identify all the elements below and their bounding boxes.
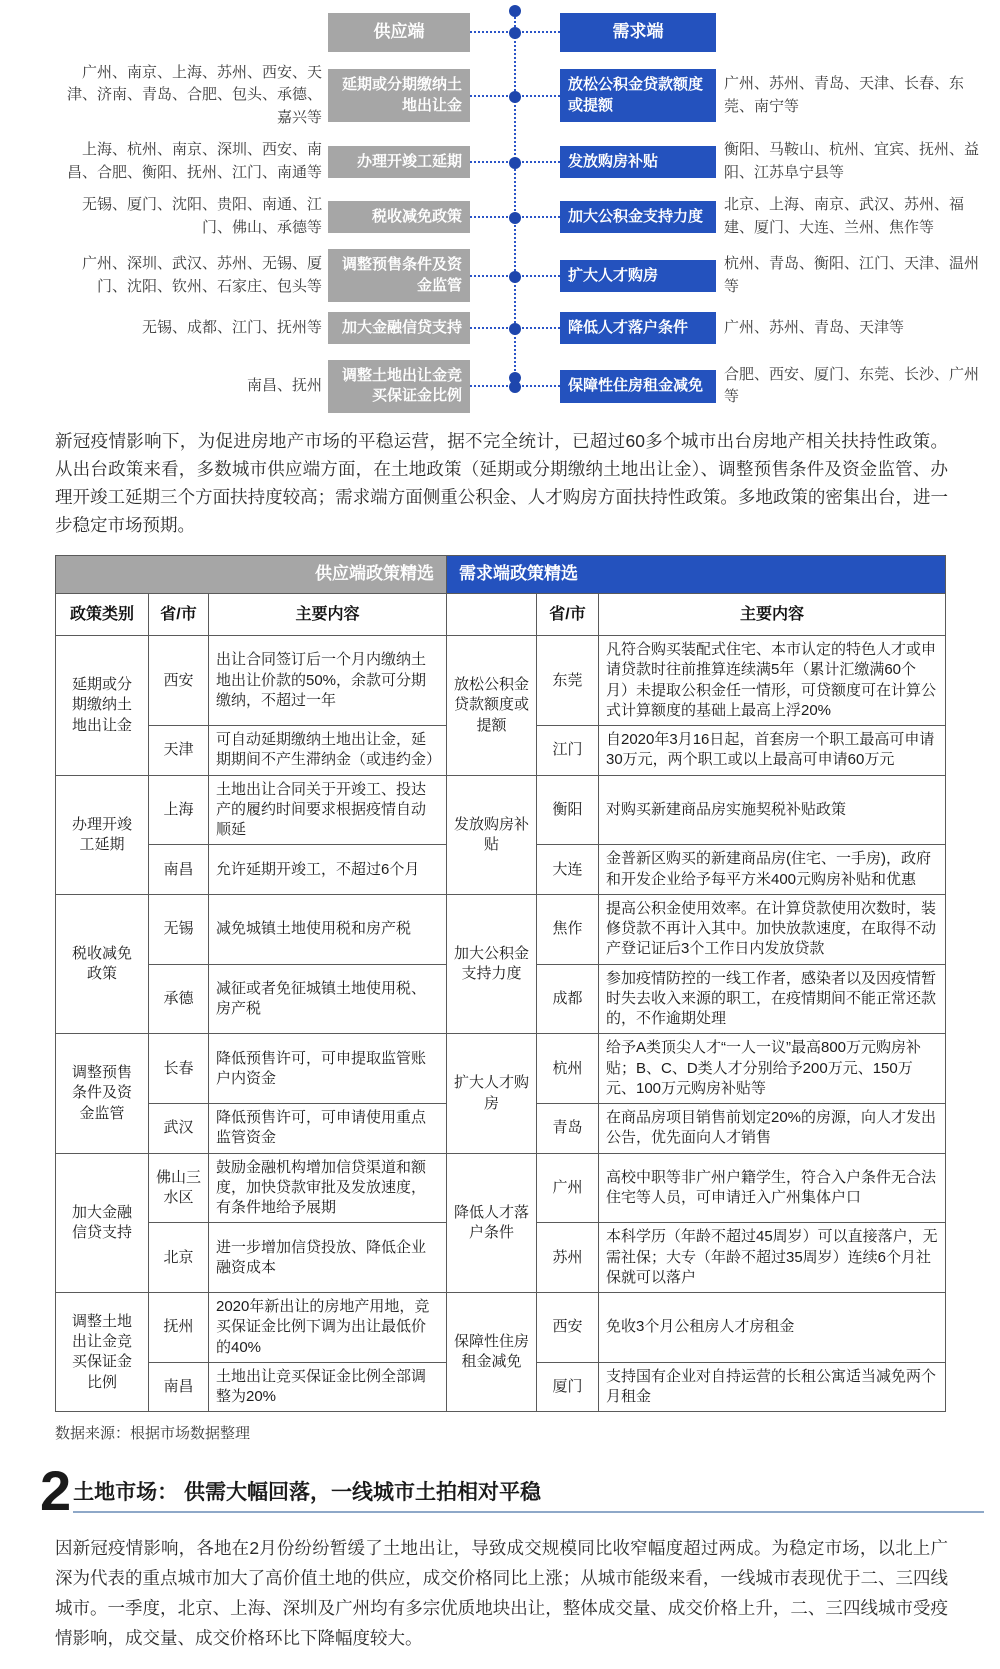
policy-diagram xyxy=(0,0,1000,413)
supply-policy-box: 延期或分期缴纳土地出让金 xyxy=(328,69,470,122)
city-cell: 佛山三水区 xyxy=(149,1153,209,1223)
demand-cities: 合肥、西安、厦门、东莞、长沙、广州等 xyxy=(724,365,980,406)
diagram-row xyxy=(55,139,980,184)
table-header-row xyxy=(56,593,946,636)
supply-policy-box: 调整土地出让金竞买保证金比例 xyxy=(328,360,470,413)
city-cell: 承德 xyxy=(149,964,209,1034)
demand-cities: 杭州、青岛、衡阳、江门、天津、温州等 xyxy=(724,255,980,295)
connector-dot-icon xyxy=(470,95,560,97)
city-cell: 苏州 xyxy=(537,1223,599,1293)
content-cell: 参加疫情防控的一线工作者，感染者以及因疫情暂时失去收入来源的职工，在疫情期间不能正常还款的，不作逾期处理 xyxy=(599,964,946,1034)
col-header-blank xyxy=(447,593,537,636)
line-end-dot-icon xyxy=(509,5,521,17)
city-cell: 广州 xyxy=(537,1153,599,1223)
section-title: 土地市场： 供需大幅回落，一线城市土拍相对平稳 xyxy=(73,1481,541,1505)
city-cell: 南昌 xyxy=(149,845,209,895)
policy-table xyxy=(55,555,946,1413)
section-divider xyxy=(73,1511,984,1513)
supply-policy-box: 税收减免政策 xyxy=(328,201,470,233)
city-cell: 江门 xyxy=(537,726,599,776)
content-cell: 进一步增加信贷投放、降低企业融资成本 xyxy=(209,1223,447,1293)
city-cell: 东莞 xyxy=(537,636,599,726)
content-cell: 土地出让合同关于开竣工、投达产的履约时间要求根据疫情自动顺延 xyxy=(209,775,447,845)
demand-cities: 广州、苏州、青岛、天津、长春、东莞、南宁等 xyxy=(724,75,965,115)
content-cell: 给予A类顶尖人才“一人一议”最高800万元购房补贴；B、C、D类人才分别给予200万元、150万元、100万元购房补贴等 xyxy=(599,1034,946,1104)
content-cell: 土地出让竞买保证金比例全部调整为20% xyxy=(209,1362,447,1412)
table-row xyxy=(56,1034,946,1104)
city-cell: 上海 xyxy=(149,775,209,845)
supply-header: 供应端 xyxy=(328,13,470,52)
diagram-row xyxy=(55,194,980,239)
content-cell: 对购买新建商品房实施契税补贴政策 xyxy=(599,775,946,845)
connector-dot-icon xyxy=(470,31,560,33)
content-cell: 减征或者免征城镇土地使用税、房产税 xyxy=(209,964,447,1034)
supply-cities: 无锡、厦门、沈阳、贵阳、南通、江门、佛山、承德等 xyxy=(81,196,322,236)
demand-policy-box: 降低人才落户条件 xyxy=(560,312,716,344)
policy-category-cell: 办理开竣工延期 xyxy=(56,775,149,894)
supply-cities: 无锡、成都、江门、抚州等 xyxy=(141,318,322,336)
content-cell: 高校中职等非广州户籍学生，符合入户条件无合法住宅等人员，可申请迁入广州集体户口 xyxy=(599,1153,946,1223)
demand-policy-box: 保障性住房租金减免 xyxy=(560,370,716,402)
policy-category-cell: 加大金融信贷支持 xyxy=(56,1153,149,1293)
city-cell: 青岛 xyxy=(537,1104,599,1154)
table-row xyxy=(56,636,946,726)
section-header xyxy=(40,1459,984,1523)
supply-policy-box: 办理开竣工延期 xyxy=(328,146,470,178)
content-cell: 降低预售许可，可申提取监管账户内资金 xyxy=(209,1034,447,1104)
table-row xyxy=(56,1293,946,1363)
content-cell: 提高公积金使用效率。在计算贷款使用次数时，装修贷款不再计入其中。加快放款速度，在取得不动产登记证后3个工作日内发放贷款 xyxy=(599,894,946,964)
supply-cities: 上海、杭州、南京、深圳、西安、南昌、合肥、衡阳、抚州、江门、南通等 xyxy=(66,141,322,181)
content-cell: 凡符合购买装配式住宅、本市认定的特色人才或申请贷款时往前推算连续满5年（累计汇缴满60个月）未提取公积金任一情形，可贷额度可在计算公式计算额度的基础上最高上浮20% xyxy=(599,636,946,726)
content-cell: 2020年新出让的房地产用地，竞买保证金比例下调为出让最低价的40% xyxy=(209,1293,447,1363)
city-cell: 大连 xyxy=(537,845,599,895)
intro-paragraph: 新冠疫情影响下，为促进房地产市场的平稳运营，据不完全统计，已超过60多个城市出台房地产相关扶持性政策。从出台政策来看，多数城市供应端方面，在土地政策（延期或分期缴纳土地出让金）、调整预售条件及资金监管、办理开竣工延期三个方面扶持度较高；需求端方面侧重公积金、人才购房方面扶持性政策。多地政策的密集出台，进一步稳定市场预期。 xyxy=(55,430,948,535)
city-cell: 成都 xyxy=(537,964,599,1034)
city-cell: 衡阳 xyxy=(537,775,599,845)
content-cell: 免收3个月公租房人才房租金 xyxy=(599,1293,946,1363)
policy-category-cell: 税收减免政策 xyxy=(56,894,149,1034)
policy-category-cell: 调整土地出让金竞买保证金比例 xyxy=(56,1293,149,1412)
city-cell: 长春 xyxy=(149,1034,209,1104)
data-source-note: 数据来源：根据市场数据整理 xyxy=(55,1425,251,1443)
diagram-header-row xyxy=(55,13,980,52)
diagram-row xyxy=(55,312,980,344)
diagram-row xyxy=(55,62,980,130)
city-cell: 抚州 xyxy=(149,1293,209,1363)
demand-cities: 广州、苏州、青岛、天津等 xyxy=(724,318,905,336)
connector-dot-icon xyxy=(470,385,560,387)
demand-category-cell: 加大公积金支持力度 xyxy=(447,894,537,1034)
col-header-province2: 省/市 xyxy=(537,593,599,636)
col-header-category: 政策类别 xyxy=(56,593,149,636)
policy-category-cell: 调整预售条件及资金监管 xyxy=(56,1034,149,1153)
table-row xyxy=(56,1153,946,1223)
demand-policy-box: 扩大人才购房 xyxy=(560,260,716,292)
city-cell: 天津 xyxy=(149,726,209,776)
section-number: 2 xyxy=(40,1459,70,1523)
city-cell: 杭州 xyxy=(537,1034,599,1104)
connector-dot-icon xyxy=(470,161,560,163)
policy-category-cell: 延期或分期缴纳土地出让金 xyxy=(56,636,149,776)
connector-dot-icon xyxy=(470,275,560,277)
content-cell: 支持国有企业对自持运营的长租公寓适当减免两个月租金 xyxy=(599,1362,946,1412)
connector-dot-icon xyxy=(470,327,560,329)
content-cell: 可自动延期缴纳土地出让金，延期期间不产生滞纳金（或违约金） xyxy=(209,726,447,776)
table-row xyxy=(56,894,946,964)
content-cell: 出让合同签订后一个月内缴纳土地出让价款的50%，余款可分期缴纳，不超过一年 xyxy=(209,636,447,726)
supply-cities: 广州、深圳、武汉、苏州、无锡、厦门、沈阳、钦州、石家庄、包头等 xyxy=(81,255,322,295)
col-header-content2: 主要内容 xyxy=(599,593,946,636)
supply-cities: 广州、南京、上海、苏州、西安、天津、济南、青岛、合肥、包头、承德、嘉兴等 xyxy=(66,63,322,126)
content-cell: 鼓励金融机构增加信贷渠道和额度，加快贷款审批及发放速度，有条件地给予展期 xyxy=(209,1153,447,1223)
content-cell: 允许延期开竣工，不超过6个月 xyxy=(209,845,447,895)
demand-policy-box: 放松公积金贷款额度或提额 xyxy=(560,69,716,122)
city-cell: 武汉 xyxy=(149,1104,209,1154)
content-cell: 在商品房项目销售前划定20%的房源，向人才发出公告，优先面向人才销售 xyxy=(599,1104,946,1154)
col-header-content: 主要内容 xyxy=(209,593,447,636)
diagram-row xyxy=(55,360,980,413)
demand-header: 需求端 xyxy=(560,13,716,52)
supply-policy-box: 加大金融信贷支持 xyxy=(328,312,470,344)
content-cell: 降低预售许可，可申请使用重点监管资金 xyxy=(209,1104,447,1154)
supply-policy-box: 调整预售条件及资金监管 xyxy=(328,249,470,302)
connector-dot-icon xyxy=(470,216,560,218)
table-band-row xyxy=(56,555,946,593)
demand-cities: 衡阳、马鞍山、杭州、宜宾、抚州、益阳、江苏阜宁县等 xyxy=(724,141,980,181)
city-cell: 厦门 xyxy=(537,1362,599,1412)
supply-band-header: 供应端政策精选 xyxy=(56,555,447,593)
diagram-row xyxy=(55,249,980,302)
city-cell: 南昌 xyxy=(149,1362,209,1412)
demand-category-cell: 扩大人才购房 xyxy=(447,1034,537,1153)
city-cell: 西安 xyxy=(537,1293,599,1363)
col-header-province: 省/市 xyxy=(149,593,209,636)
demand-category-cell: 发放购房补贴 xyxy=(447,775,537,894)
city-cell: 无锡 xyxy=(149,894,209,964)
demand-category-cell: 保障性住房租金减免 xyxy=(447,1293,537,1412)
content-cell: 金普新区购买的新建商品房(住宅、一手房)，政府和开发企业给予每平方米400元购房补贴和优惠 xyxy=(599,845,946,895)
table-row xyxy=(56,775,946,845)
supply-cities: 南昌、抚州 xyxy=(246,377,322,395)
demand-category-cell: 降低人才落户条件 xyxy=(447,1153,537,1293)
demand-policy-box: 加大公积金支持力度 xyxy=(560,201,716,233)
content-cell: 减免城镇土地使用税和房产税 xyxy=(209,894,447,964)
demand-policy-box: 发放购房补贴 xyxy=(560,146,716,178)
content-cell: 本科学历（年龄不超过45周岁）可以直接落户，无需社保；大专（年龄不超过35周岁）连续6个月社保就可以落户 xyxy=(599,1223,946,1293)
land-market-paragraph: 因新冠疫情影响，各地在2月份纷纷暂缓了土地出让，导致成交规模同比收窄幅度超过两成。为稳定市场，以北上广深为代表的重点城市加大了高价值土地的供应，成交价格同比上涨；从城市能级来看，一线城市表现优于二、三四线城市。一季度，北京、上海、深圳及广州均有多宗优质地块出让，整体成交量、成交价格上升，二、三四线城市受疫情影响，成交量、成交价格环比下降幅度较大。 xyxy=(55,1538,948,1649)
city-cell: 焦作 xyxy=(537,894,599,964)
demand-band-header: 需求端政策精选 xyxy=(447,555,946,593)
city-cell: 西安 xyxy=(149,636,209,726)
demand-category-cell: 放松公积金贷款额度或提额 xyxy=(447,636,537,776)
demand-cities: 北京、上海、南京、武汉、苏州、福建、厦门、大连、兰州、焦作等 xyxy=(724,196,965,236)
content-cell: 自2020年3月16日起，首套房一个职工最高可申请30万元，两个职工或以上最高可申请60万元 xyxy=(599,726,946,776)
city-cell: 北京 xyxy=(149,1223,209,1293)
